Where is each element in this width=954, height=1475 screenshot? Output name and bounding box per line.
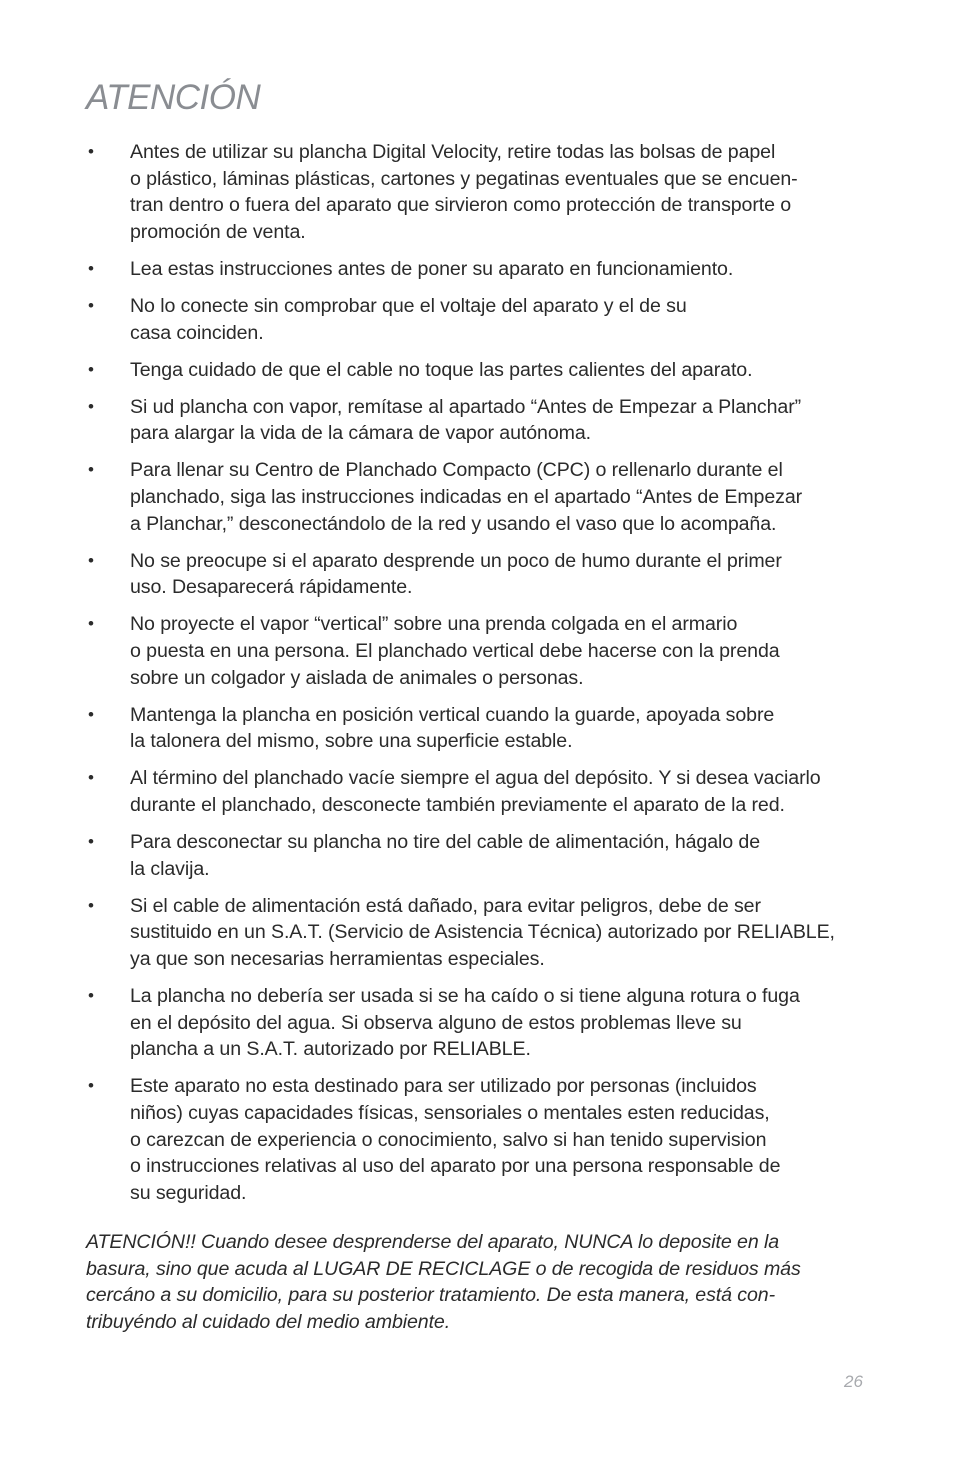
bullet-icon: • (88, 550, 94, 570)
list-item-text: No lo conecte sin comprobar que el voltaje del aparato y el de su casa coinciden. (130, 294, 687, 344)
bullet-icon: • (88, 1076, 94, 1096)
list-item (86, 457, 886, 537)
list-item-text: Al término del planchado vacíe siempre el agua del depósito. Y si desea vaciarlo durante el planchado, desconecte también previamente el aparato de la red. (130, 767, 821, 816)
list-item-text: No se preocupe si el aparato desprende un poco de humo durante el primer uso. Desaparecerá rápidamente. (130, 549, 782, 599)
list-item (86, 548, 886, 601)
list-item (86, 829, 886, 882)
list-item-text: Si el cable de alimentación está dañado, para evitar peligros, debe de ser sustituido en un S.A.T. (Servicio de Asistencia Técnica) autorizado por RELIABLE, ya que son necesarias herramientas especiales. (130, 894, 835, 970)
list-item (86, 139, 886, 245)
bullet-icon: • (88, 832, 94, 852)
list-item (86, 983, 886, 1063)
page-number: 26 (844, 1372, 863, 1391)
bullet-icon: • (88, 359, 94, 379)
list-item-text: Si ud plancha con vapor, remítase al apartado “Antes de Empezar a Planchar” para alargar la vida de la cámara de vapor autónoma. (130, 395, 802, 445)
list-item (86, 394, 886, 447)
list-item-text: Para llenar su Centro de Planchado Compacto (CPC) o rellenarlo durante el planchado, siga las instrucciones indicadas en el apartado “Antes de Empezar a Planchar,” desconectándolo de la red y usando el vaso que lo acompaña. (130, 459, 803, 535)
list-item (86, 611, 886, 691)
bullet-icon: • (88, 460, 94, 480)
list-item (86, 893, 886, 973)
list-item-text: Mantenga la plancha en posición vertical cuando la guarde, apoyada sobre la talonera del mismo, sobre una superficie estable. (130, 703, 775, 753)
list-item (86, 702, 886, 755)
bullet-icon: • (88, 895, 94, 915)
list-item (86, 256, 886, 283)
list-item (86, 1073, 886, 1206)
list-item-text: No proyecte el vapor “vertical” sobre una prenda colgada en el armario o puesta en una persona. El planchado vertical debe hacerse con la prenda sobre un colgador y aislada de animales o personas. (130, 613, 780, 689)
bullet-icon: • (88, 986, 94, 1006)
list-item-text: Este aparato no esta destinado para ser utilizado por personas (incluidos niños) cuyas capacidades físicas, sensoriales o mentales esten reducidas, o carezcan de experiencia o conocimiento, salvo si han tenido supervision o instrucciones relativas al uso del aparato por una persona responsable de su seguridad. (130, 1075, 781, 1204)
list-item-text: Lea estas instrucciones antes de poner su aparato en funcionamiento. (130, 257, 734, 280)
bullet-icon: • (88, 295, 94, 315)
list-item-text: La plancha no debería ser usada si se ha caído o si tiene alguna rotura o fuga en el depósito del agua. Si observa alguno de estos problemas lleve su plancha a un S.A.T. autorizado por RELIABLE. (130, 985, 800, 1061)
list-item (86, 293, 886, 346)
warning-list (86, 139, 886, 1217)
list-item-text: Para desconectar su plancha no tire del cable de alimentación, hágalo de la clavija. (130, 831, 761, 880)
bullet-icon: • (88, 396, 94, 416)
bullet-icon: • (88, 142, 94, 161)
bullet-icon: • (88, 258, 94, 278)
page-title: ATENCIÓN (86, 78, 261, 117)
list-item-text: Tenga cuidado de que el cable no toque las partes calientes del aparato. (130, 358, 753, 381)
list-item (86, 357, 886, 384)
bullet-icon: • (88, 704, 94, 724)
bullet-icon: • (88, 614, 94, 634)
recycling-note: ATENCIÓN!! Cuando desee desprenderse del aparato, NUNCA lo deposite en la basura, sino que acuda al LUGAR DE RECICLAGE o de recogida de residuos más cercáno a su domicilio, para su posterior tratamiento. De esta manera, está con- tribuyéndo al cuidado del medio ambiente. (86, 1231, 801, 1333)
list-item-text: Antes de utilizar su plancha Digital Velocity, retire todas las bolsas de papel o plástico, láminas plásticas, cartones y pegatinas eventuales que se encuen- tran dentro o fuera del aparato que sirvieron como protección de transporte o promoción de venta. (130, 141, 798, 243)
bullet-icon: • (88, 768, 94, 788)
list-item (86, 765, 886, 818)
